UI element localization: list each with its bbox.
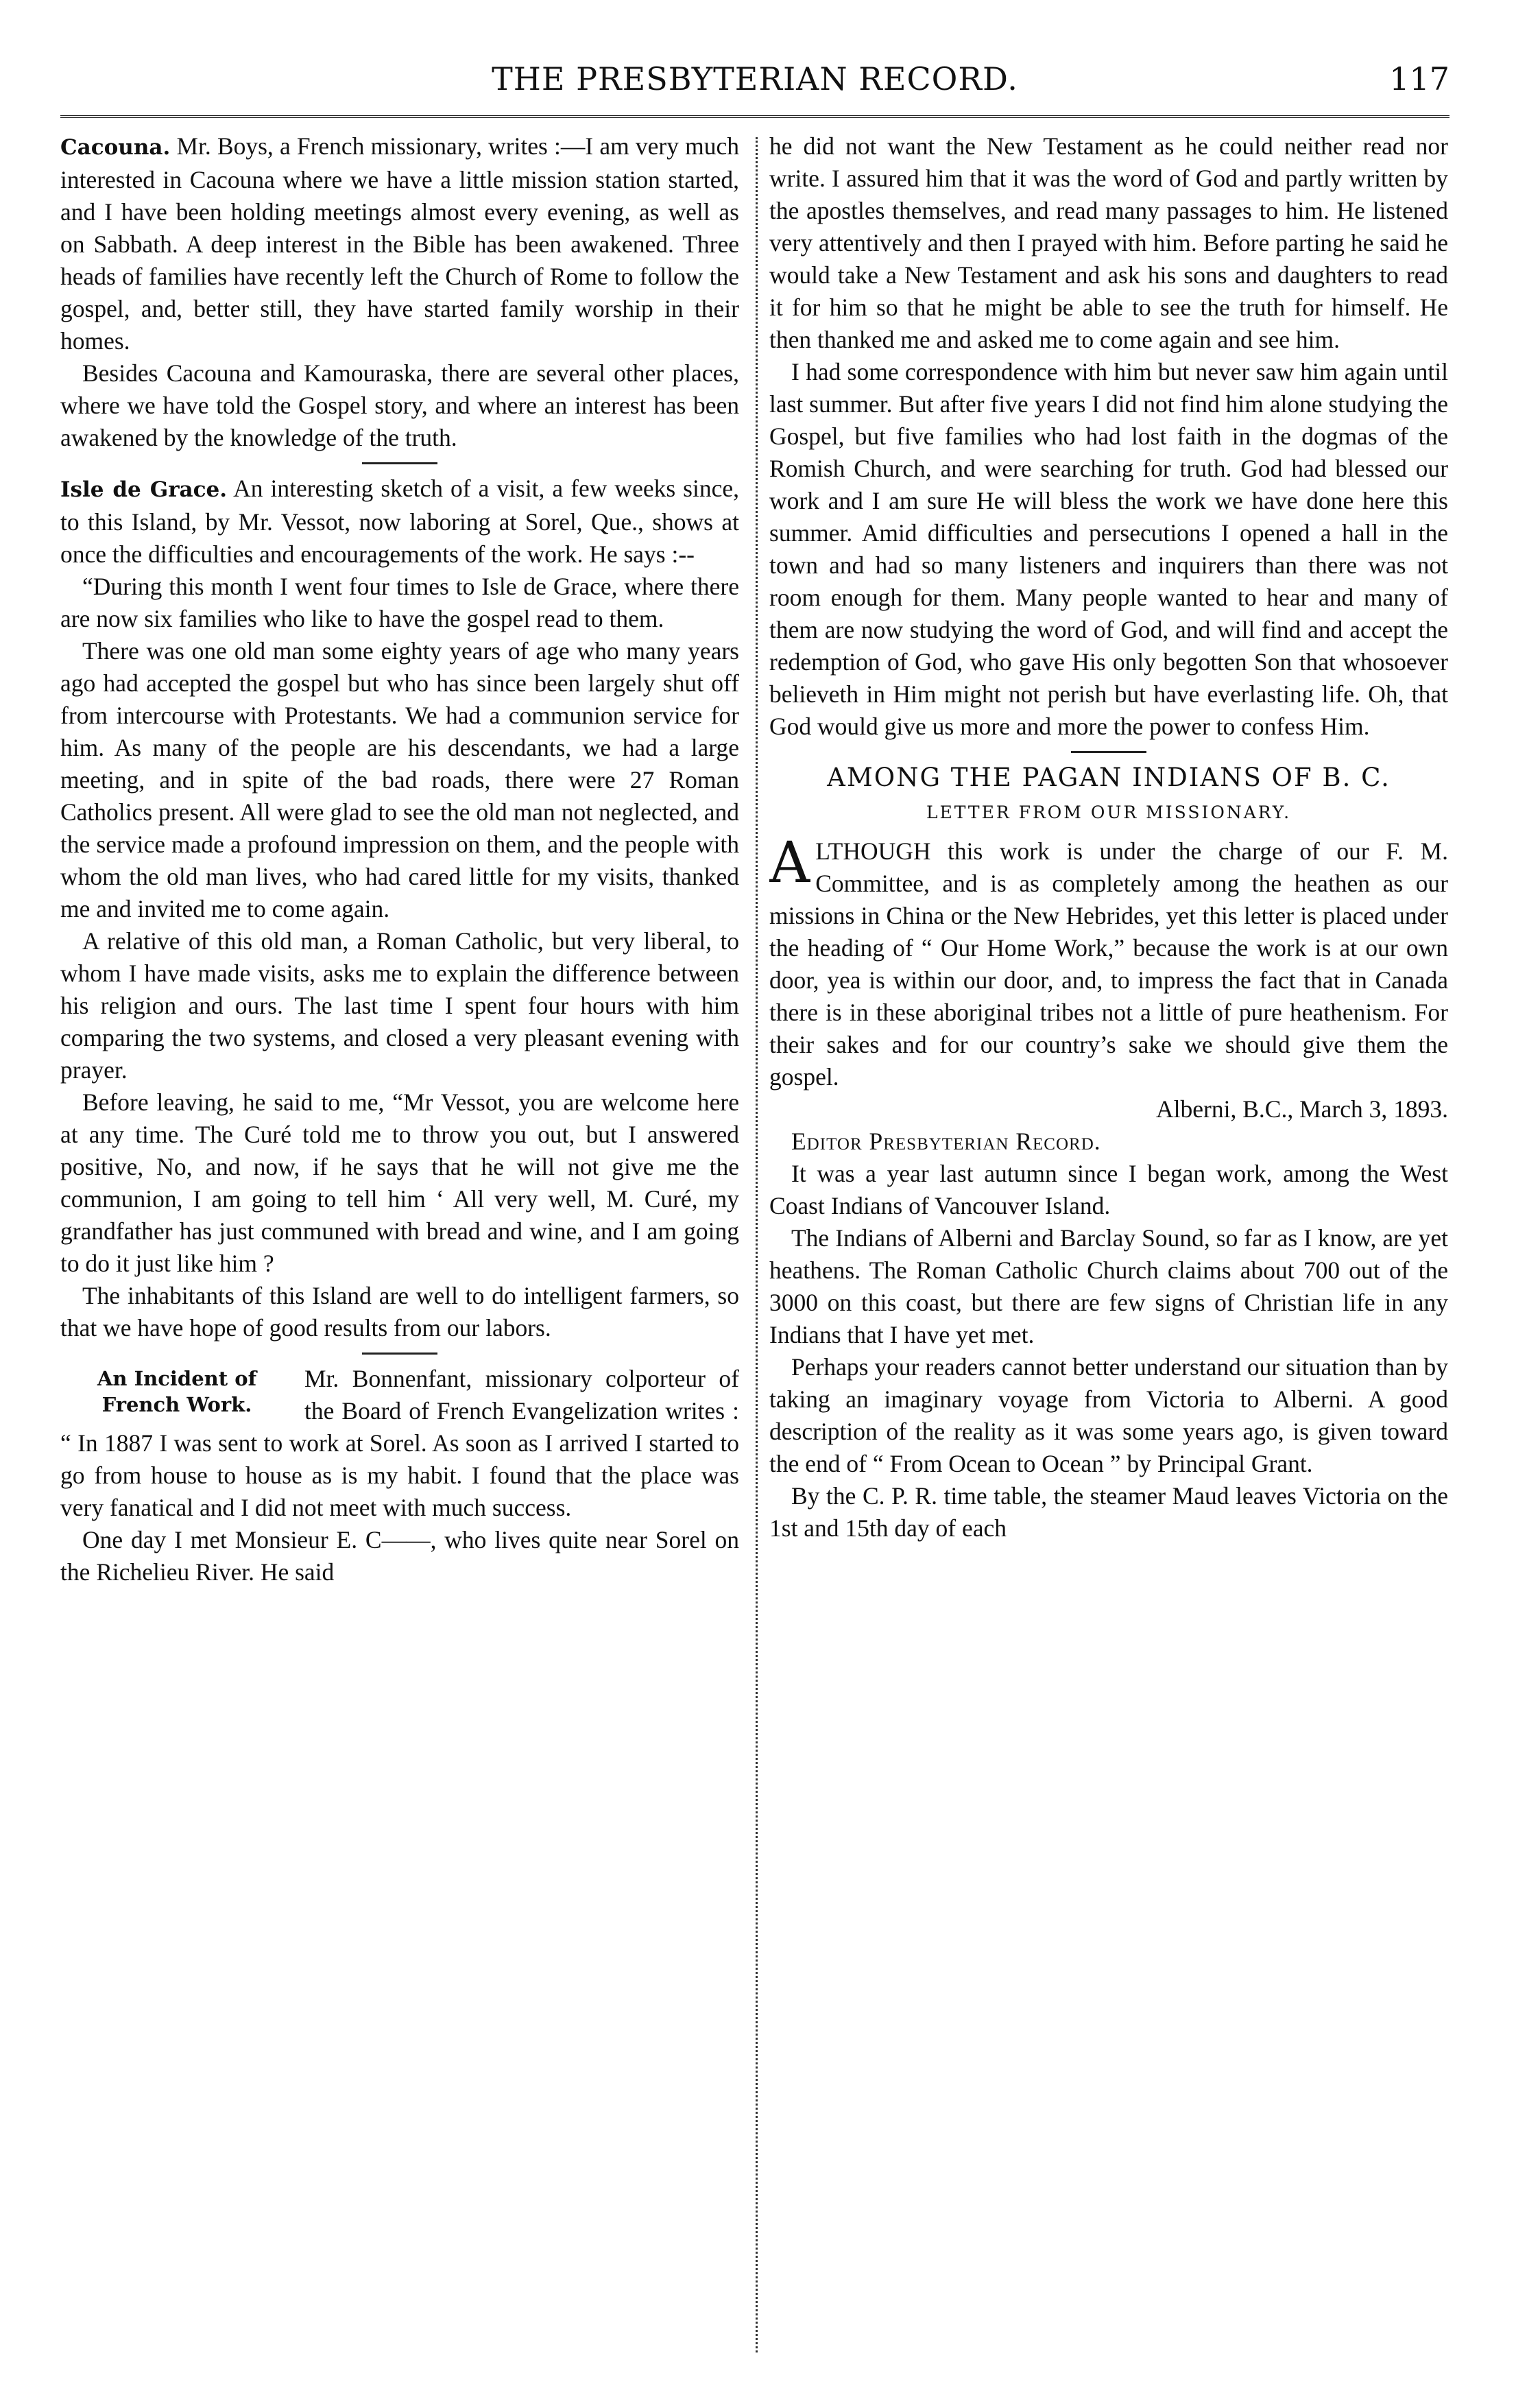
right-column [769,130,1448,2366]
page-header [60,55,1449,110]
letter-paragraph-2: The Indians of Alberni and Barclay Sound, so far as I know, are yet heathens. The Roman Catholic Church claims about 700 out of the 3000 on this coast, but there are few signs of Christian life in any Indians that I have yet met. [769,1224,1448,1348]
letter-salutation: Editor Presbyterian Record. [791,1128,1101,1155]
left-column [60,130,739,2366]
incident-heading: An Incident of French Work. [97,1367,257,1416]
letter-paragraph-4: By the C. P. R. time table, the steamer Maud leaves Victoria on the 1st and 15th day of each [769,1482,1448,1542]
cacouna-paragraph-1: Cacouna. Mr. Boys, a French missionary, writes :—I am very much interested in Cacouna where we have a little mission station started, and I have been holding meetings almost every evening, as well as on Sabbath. A deep interest in the Bible has been awakened. Three heads of families have recently left the Church of Rome to follow the gospel, and, better still, they have started family worship in their homes. [60,132,739,355]
header-rule [60,115,1449,118]
isle-paragraph-3: There was one old man some eighty years of age who many years ago had accepted the gospel but who has since been largely shut off from intercourse with Protestants. We had a communion service for him. As many of the people are his descendants, we had a large meeting, and in spite of the bad roads, there were 27 Roman Catholics present. All were glad to see the old man not neglected, and the service made a profound impression on them, and the people with whom the old man lives, who had cared little for my visits, thanked me and invited me to come again. [60,637,739,922]
continued-paragraph-1: he did not want the New Testament as he could neither read nor write. I assured him that it was the word of God and partly written by the apostles themselves, and read many passages to him. He listened very attentively and then I prayed with him. Before parting he said he would take a New Testament and ask his sons and daughters to read it for him so that he might be able to see the truth for himself. He then thanked me and asked me to come again and see him. [769,132,1448,353]
column-divider [756,137,758,2352]
incident-paragraph-2: One day I met Monsieur E. C——, who lives quite near Sorel on the Richelieu River. He said [60,1526,739,1586]
continued-paragraph-2: I had some correspondence with him but never saw him again until last summer. But after five years I did not find him alone studying the Gospel, but five families who had lost faith in the dogmas of the Romish Church, and were searching for truth. God had blessed our work and I am sure He will bless the work we have done here this summer. Amid difficulties and persecutions I opened a hall in the town and had so many listeners and inquirers than there was not room enough for them. Many people wanted to hear and many of them are now studying the word of God, and will find and accept the redemption of God, who gave His only begotten Son that whosoever believeth in Him might not perish but have everlasting life. Oh, that God would give us more and more the power to confess Him. [769,358,1448,740]
letter-dateline: Alberni, B.C., March 3, 1893. [1156,1095,1448,1123]
isle-paragraph-2: “During this month I went four times to Isle de Grace, where there are now six families who like to have the gospel read to them. [60,573,739,632]
isle-paragraph-1: Isle de Grace. An interesting sketch of a visit, a few weeks since, to this Island, by Mr. Vessot, now laboring at Sorel, Que., shows at once the difficulties and encouragements of the work. He says :-- [60,475,739,568]
section-divider [362,1353,437,1355]
page-title: THE PRESBYTERIAN RECORD. [492,60,1018,97]
section-divider [1071,751,1146,753]
article-title: AMONG THE PAGAN INDIANS OF B. C. [827,763,1391,792]
isle-paragraph-6: The inhabitants of this Island are well to do intelligent farmers, so that we have hope of good results from our labors. [60,1282,739,1342]
section-divider [362,462,437,464]
isle-de-grace-heading: Isle de Grace. [60,477,227,502]
article-intro: A LTHOUGH this work is under the charge of our F. M. Committee, and is as completely among the heathen as our missions in China or the New Hebrides, yet this letter is placed under the heading of “ Our Home Work,” because the work is at our own door, yea is within our door, and, to impress the fact that in Canada there is in these aboriginal tribes not a little of pure heathenism. For their sakes and for our country’s sake we should give them the gospel. [769,831,1448,1091]
article-subtitle: LETTER FROM OUR MISSIONARY. [926,802,1292,822]
letter-paragraph-3: Perhaps your readers cannot better understand our situation than by taking an imaginary voyage from Victoria to Alberni. A good description of the reality as it was some years ago, is given toward the end of “ From Ocean to Ocean ” by Principal Grant. [769,1353,1448,1477]
letter-paragraph-1: It was a year last autumn since I began work, among the West Coast Indians of Vancouver Island. [769,1160,1448,1219]
isle-paragraph-4: A relative of this old man, a Roman Catholic, but very liberal, to whom I have made visits, asks me to explain the difference between his religion and ours. The last time I spent four hours with him comparing the two systems, and closed a very pleasant evening with prayer. [60,927,739,1084]
cacouna-paragraph-2: Besides Cacouna and Kamouraska, there are several other places, where we have told the Gospel story, and where an interest has been awakened by the knowledge of the truth. [60,359,739,451]
page-number: 117 [1389,60,1449,97]
drop-cap: A [769,831,810,896]
incident-paragraph-1: An Incident of French Work. Mr. Bonnenfant, missionary colporteur of the Board of French Evangelization writes : “ In 1887 I was sent to work at Sorel. As soon as I arrived I started to go from house to house as is my habit. I found that the place was very fanatical and I did not meet with much success. [60,1365,739,1521]
isle-paragraph-5: Before leaving, he said to me, “Mr Vessot, you are welcome here at any time. The Curé told me to throw you out, but I answered positive, No, and now, if he says that he will not give me the communion, I am going to tell him ‘ All very well, M. Curé, my grandfather has just communed with bread and wine, and I am going to do it just like him ? [60,1088,739,1277]
cacouna-heading: Cacouna. [60,135,171,160]
